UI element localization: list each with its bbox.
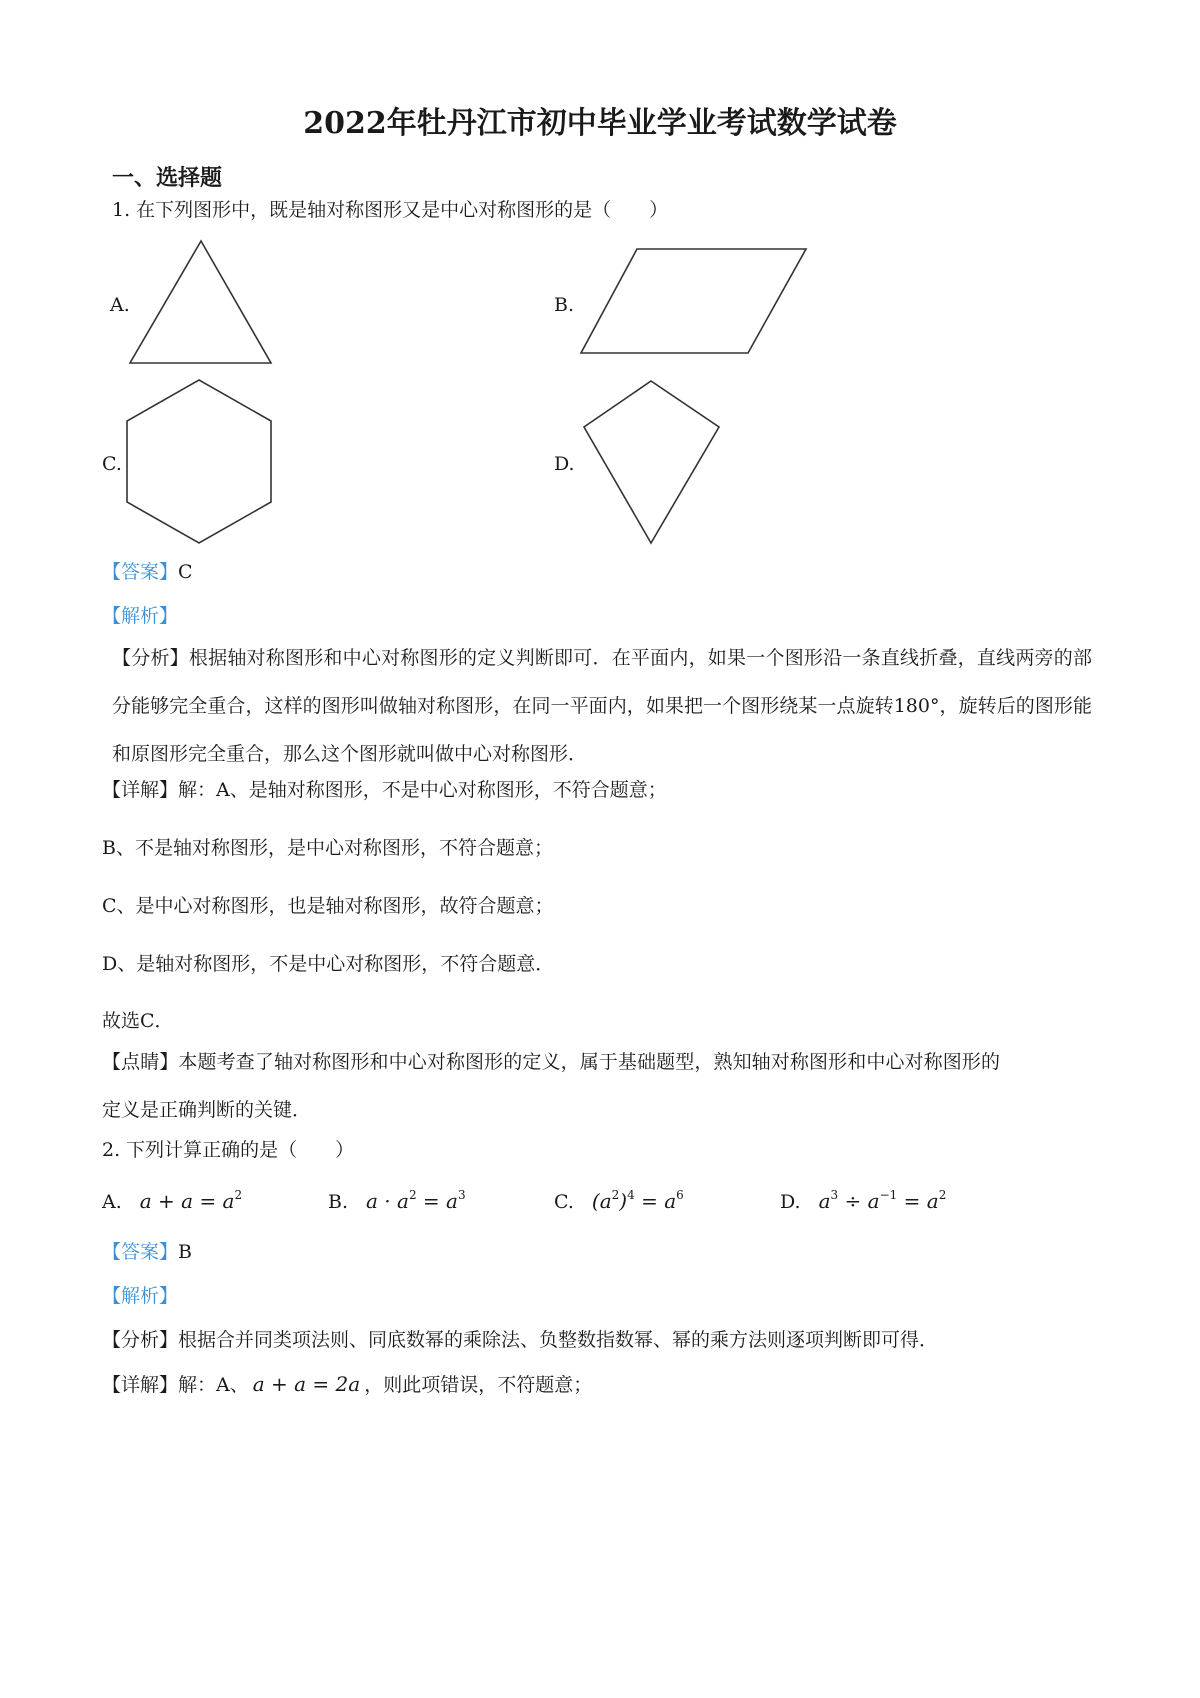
q2-option-a-expr: $a + a = a^2$ [139,1188,243,1213]
q2-option-d-expr: $a^3 \div a^{-1} = a^2$ [818,1188,947,1213]
option-b-label: B. [554,294,575,316]
option-d-label: D. [554,453,575,475]
solution-line-a: 【详解】解：A、是轴对称图形，不是中心对称图形，不符合题意； [102,779,667,801]
analysis-paragraph: 【分析】根据轴对称图形和中心对称图形的定义判断即可．在平面内，如果一个图形沿一条直线折叠，直线两旁的部分能够完全重合，这样的图形叫做轴对称图形，在同一平面内，如果把一个图形绕某一点旋转180°，旋转后的图形能和原图形完全重合，那么这个图形就叫做中心对称图形． [112,647,1092,765]
hexagon-shape [127,380,271,543]
q2-option-b-expr: $a \cdot a^2 = a^3$ [366,1188,466,1213]
solution-line-2a: 【详解】解：A、 a + a = 2a ，则此项错误，不符题意； [102,1372,593,1396]
page-title: 2022年牡丹江市初中毕业学业考试数学试卷 [303,106,897,141]
analysis-tag: 【解析】 [102,605,179,627]
q2-option-b: B. $a \cdot a^2 = a^3$ [328,1188,466,1213]
kite-shape [584,381,719,543]
answer-tag: 【答案】 [102,561,179,583]
q2-option-d: D. $a^3 \div a^{-1} = a^2$ [780,1188,947,1213]
q2-option-a: A. $a + a = a^2$ [102,1188,243,1213]
answer-value-2: B [178,1241,192,1263]
solution-line-b: B、不是轴对称图形，是中心对称图形，不符合题意； [102,837,553,859]
answer-line-1 [102,558,193,586]
conclusion-line: 故选C． [102,1010,174,1032]
solution-line-d: D、是轴对称图形，不是中心对称图形，不符合题意． [102,953,555,975]
option-a-label: A. [110,294,130,316]
q2-option-c: C. $(a^2)^4 = a^6$ [554,1188,684,1213]
section-heading: 一、选择题 [112,165,223,191]
triangle-shape [130,241,271,363]
remark-paragraph: 【点睛】本题考查了轴对称图形和中心对称图形的定义，属于基础题型，熟知轴对称图形和中心对称图形的定义是正确判断的关键． [102,1051,1000,1121]
q2-option-c-expr: $(a^2)^4 = a^6$ [591,1188,684,1213]
question-1-stem: 1. 在下列图形中，既是轴对称图形又是中心对称图形的是（ ） [112,199,669,221]
answer-line-2 [102,1238,192,1266]
analysis-paragraph-2: 【分析】根据合并同类项法则、同底数幂的乘除法、负整数指数幂、幂的乘方法则逐项判断即可得． [102,1329,939,1351]
answer-tag-2: 【答案】 [102,1241,179,1263]
solution-line-c: C、是中心对称图形，也是轴对称图形，故符合题意； [102,895,554,917]
answer-value: C [178,561,193,583]
parallelogram-shape [581,249,806,353]
analysis-tag-2: 【解析】 [102,1285,179,1307]
q1-figures [0,0,1200,600]
option-c-label: C. [102,453,122,475]
question-2-stem: 2. 下列计算正确的是（ ） [102,1139,355,1161]
